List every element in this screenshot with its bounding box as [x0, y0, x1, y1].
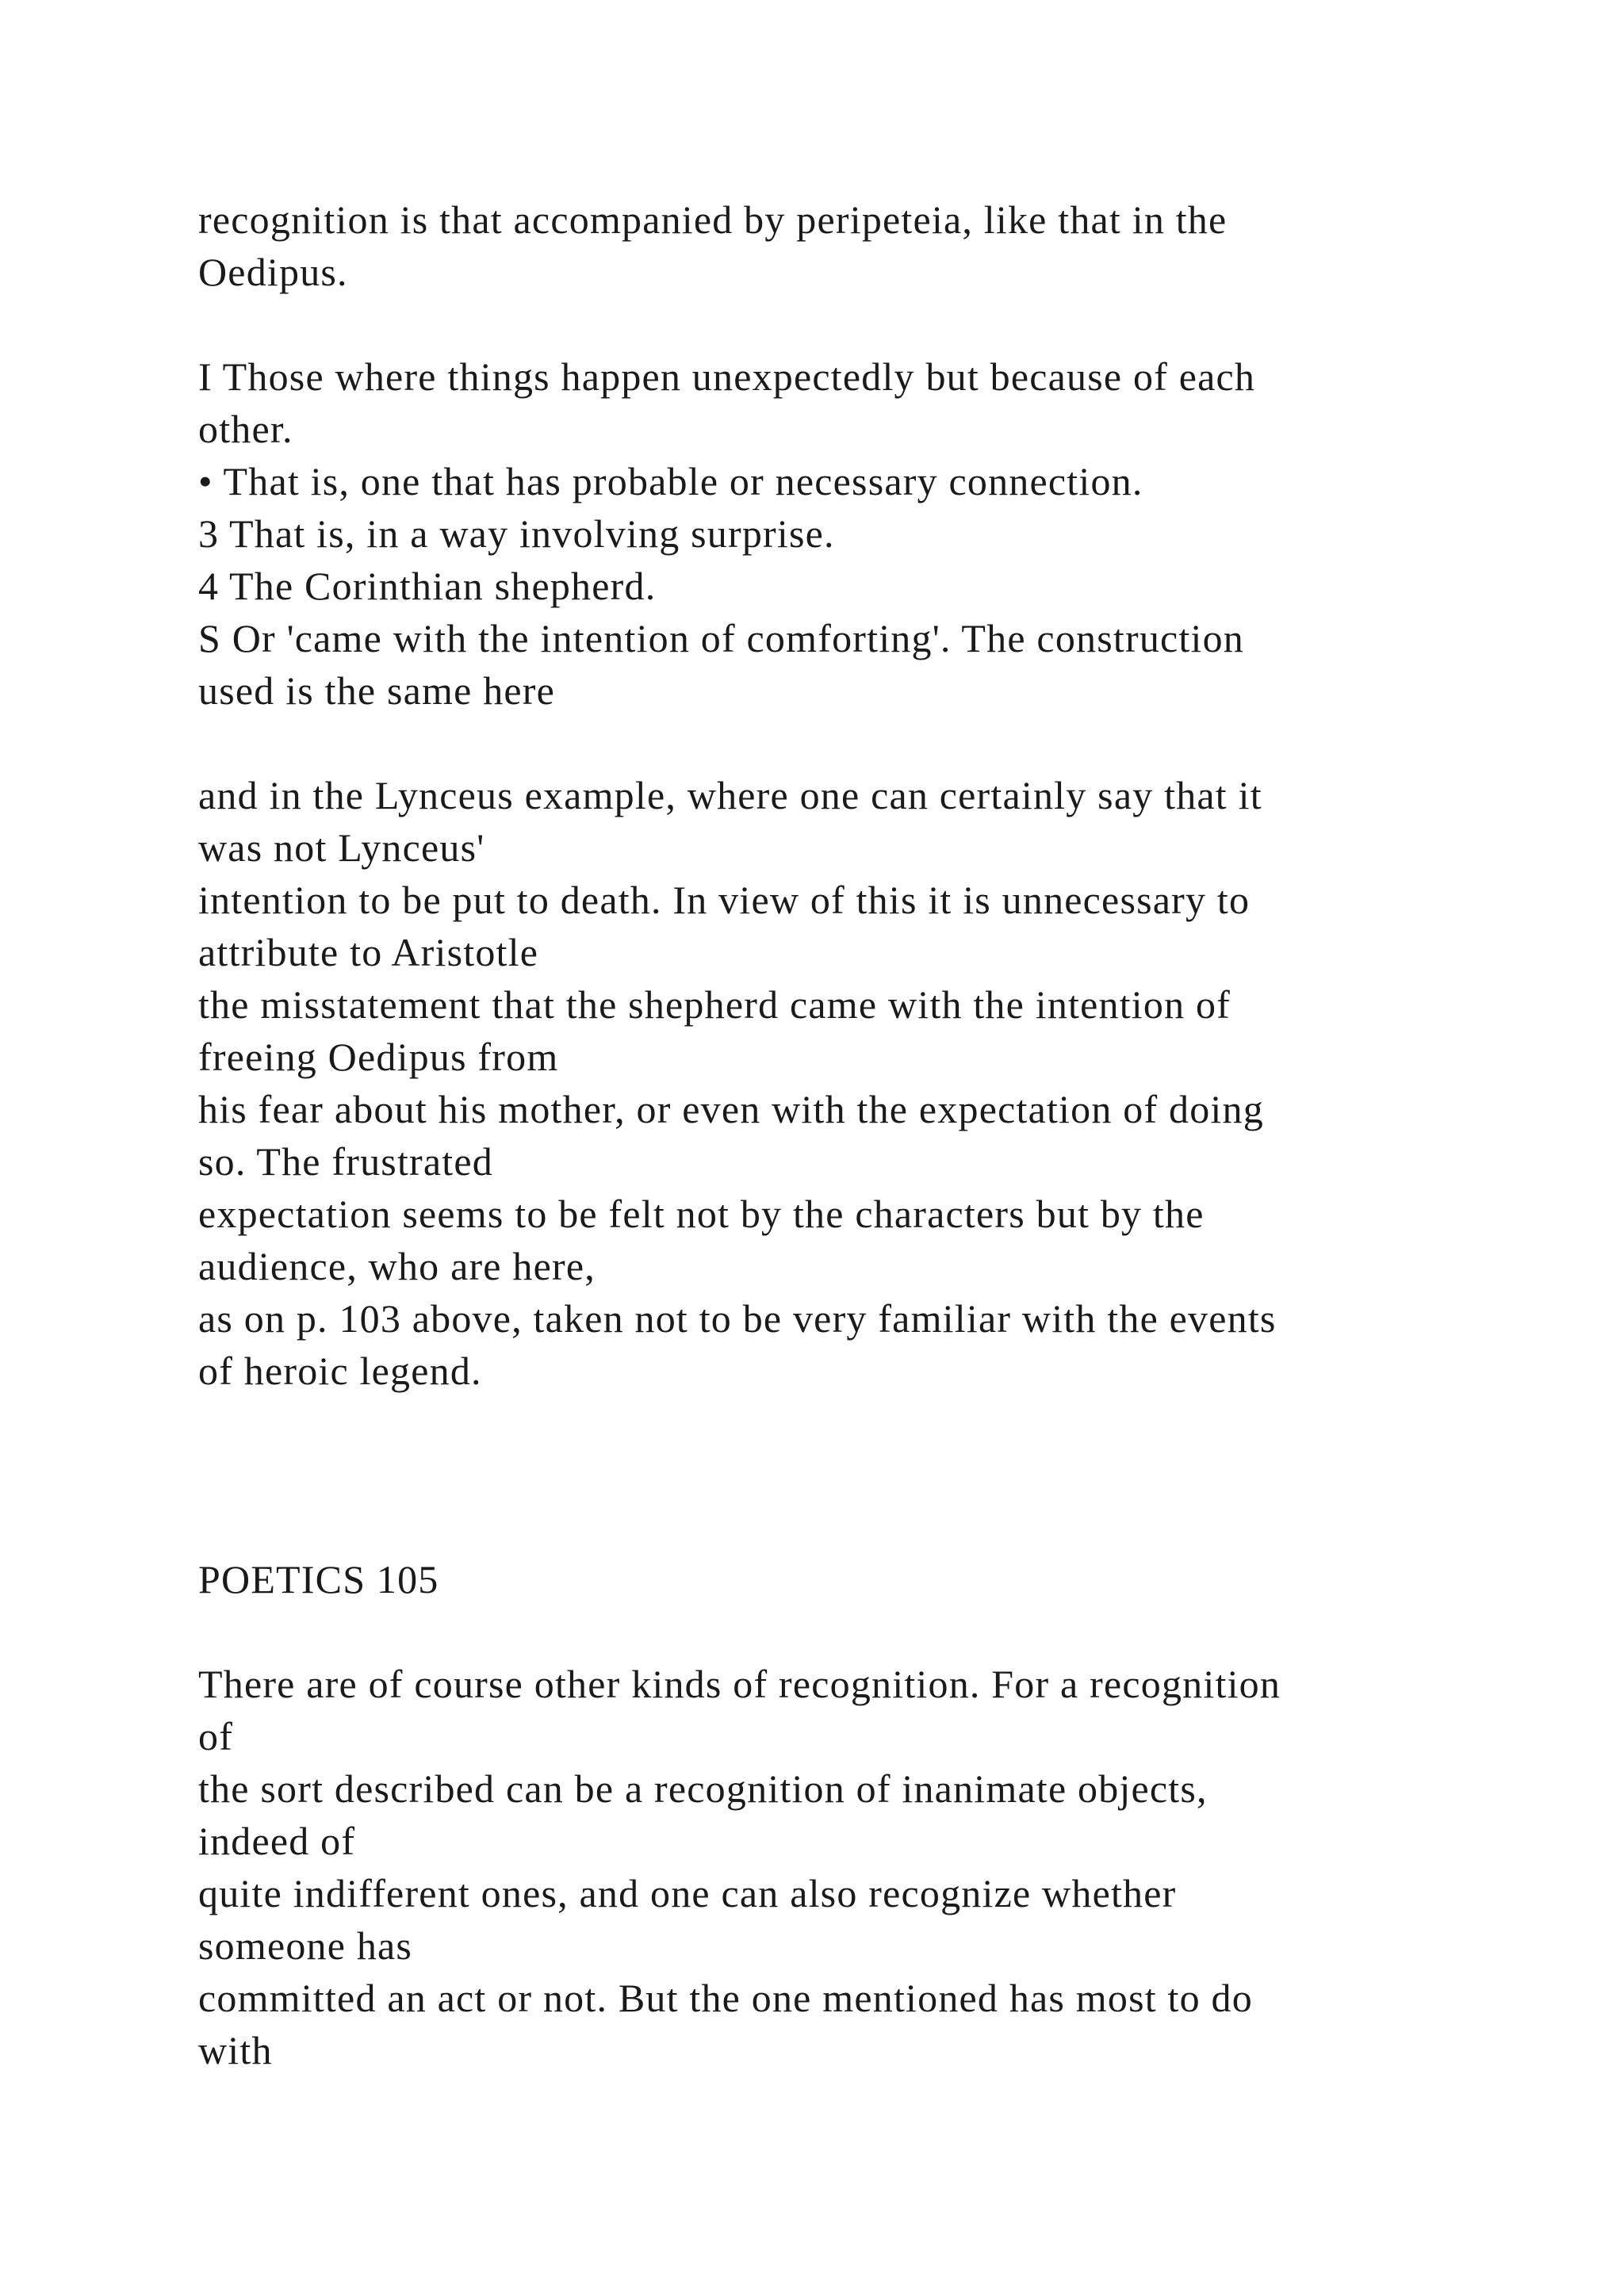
text-line: the sort described can be a recognition of inanimate objects,: [198, 1766, 1208, 1811]
text-line: so. The frustrated: [198, 1139, 493, 1184]
text-line: was not Lynceus': [198, 825, 485, 870]
text-line: attribute to Aristotle: [198, 930, 539, 974]
footnote-line: other.: [198, 407, 293, 451]
text-line: someone has: [198, 1923, 413, 1968]
text-line: expectation seems to be felt not by the characters but by the: [198, 1192, 1205, 1236]
text-line: of heroic legend.: [198, 1349, 482, 1393]
paragraph-gap: [198, 298, 1499, 350]
paragraph-gap: [198, 717, 1499, 769]
text-line: his fear about his mother, or even with the expectation of doing: [198, 1087, 1264, 1131]
footnote-line: 3 That is, in a way involving surprise.: [198, 511, 835, 556]
footnote-line: • That is, one that has probable or necessary connection.: [198, 459, 1143, 503]
page-heading: POETICS 105: [198, 1557, 439, 1601]
text-line: freeing Oedipus from: [198, 1035, 559, 1079]
text-line: There are of course other kinds of recognition. For a recognition: [198, 1662, 1281, 1706]
text-line: recognition is that accompanied by peripeteia, like that in the: [198, 197, 1228, 242]
text-line: audience, who are here,: [198, 1244, 596, 1288]
text-line: and in the Lynceus example, where one can certainly say that it: [198, 773, 1262, 817]
text-line: quite indifferent ones, and one can also recognize whether: [198, 1871, 1177, 1915]
text-line: committed an act or not. But the one mentioned has most to do: [198, 1976, 1253, 2020]
text-line: Oedipus.: [198, 250, 348, 294]
text-line: the misstatement that the shepherd came with the intention of: [198, 982, 1231, 1027]
footnote-line: 4 The Corinthian shepherd.: [198, 564, 657, 608]
text-line: intention to be put to death. In view of this it is unnecessary to: [198, 878, 1251, 922]
text-line: of: [198, 1714, 234, 1758]
document-text: [198, 193, 1499, 2076]
paragraph-gap: [198, 1605, 1499, 1658]
footnote-line: used is the same here: [198, 668, 556, 713]
text-line: with: [198, 2028, 273, 2072]
section-gap: [198, 1397, 1499, 1553]
footnote-line: S Or 'came with the intention of comforting'. The construction: [198, 616, 1245, 660]
text-line: as on p. 103 above, taken not to be very familiar with the events: [198, 1296, 1277, 1341]
footnote-line: I Those where things happen unexpectedly but because of each: [198, 354, 1256, 399]
text-line: indeed of: [198, 1819, 356, 1863]
